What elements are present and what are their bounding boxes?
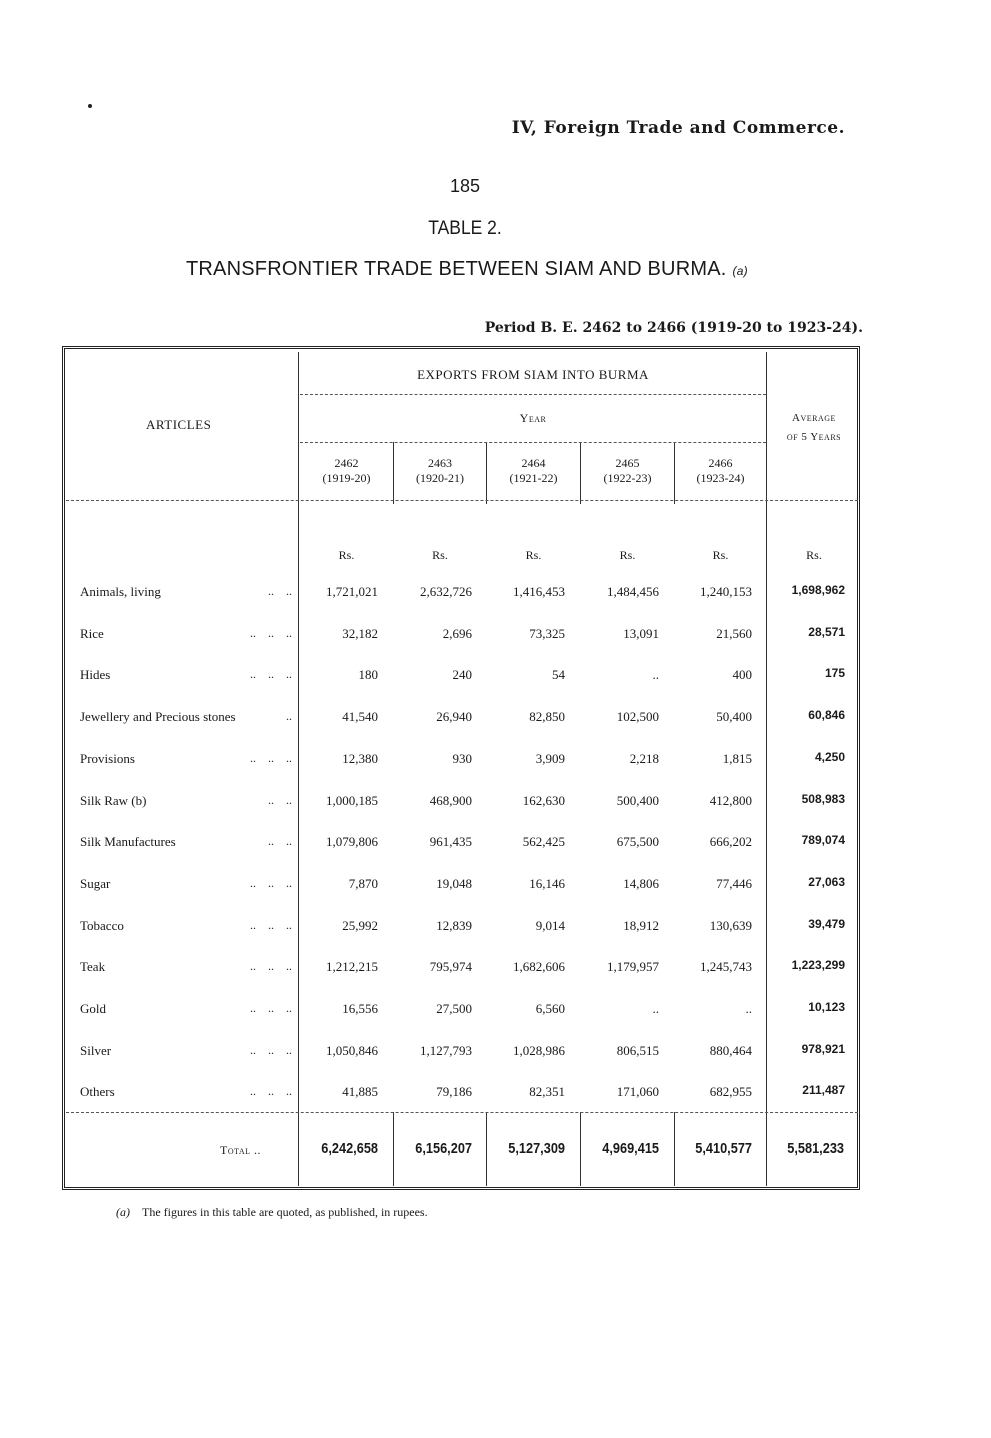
running-head: IV, Foreign Trade and Commerce. <box>511 118 845 138</box>
row-dot-leaders: .. .. <box>268 584 292 598</box>
row-value-cell: 2,218 <box>629 751 659 766</box>
row-value-cell: 41,540 <box>342 709 378 724</box>
year-header-2464 <box>487 456 580 486</box>
row-article-label: Jewellery and Precious stones <box>80 709 236 724</box>
year-ce: (1923-24) <box>696 471 745 485</box>
row-dot-leaders: .. .. .. <box>250 1084 292 1098</box>
row-value-cell: 41,885 <box>342 1084 378 1099</box>
row-value-cell: 27,500 <box>436 1001 472 1016</box>
row-value-cell: 162,630 <box>522 793 565 808</box>
row-value-cell: 675,500 <box>616 834 659 849</box>
footnote <box>116 1205 428 1220</box>
unit-label: Rs. <box>712 548 729 562</box>
footnote-mark: (a) <box>116 1205 130 1219</box>
row-value-cell: 26,940 <box>436 709 472 724</box>
year-be: 2466 <box>708 456 733 470</box>
row-value-cell: 9,014 <box>535 918 565 933</box>
row-value-cell: 930 <box>452 751 472 766</box>
row-value-cell: 171,060 <box>616 1084 659 1099</box>
row-dot-leaders: .. .. .. <box>250 667 292 681</box>
header-average <box>768 409 860 447</box>
year-header-2463 <box>394 456 486 486</box>
row-value-cell: 400 <box>732 667 752 682</box>
row-average-cell: 789,074 <box>801 833 845 847</box>
unit-label: Rs. <box>338 548 355 562</box>
row-value-cell: 6,560 <box>535 1001 565 1016</box>
row-dot-leaders: .. .. .. <box>250 626 292 640</box>
rule-under-exports <box>300 394 766 395</box>
row-average-cell: 978,921 <box>801 1042 845 1056</box>
row-article-label: Sugar <box>80 876 111 891</box>
rule-total-1 <box>393 1112 394 1186</box>
header-articles: ARTICLES <box>146 417 212 432</box>
row-article-label: Tobacco <box>80 918 124 933</box>
row-dot-leaders: .. <box>286 709 292 723</box>
row-average-cell: 1,223,299 <box>791 958 845 972</box>
total-2466: 5,410,577 <box>695 1140 752 1157</box>
row-value-cell: 7,870 <box>348 876 378 891</box>
row-value-cell: 73,325 <box>529 626 565 641</box>
row-value-cell: 77,446 <box>716 876 752 891</box>
row-dot-leaders: .. .. <box>268 793 292 807</box>
row-value-cell: 1,000,185 <box>326 793 378 808</box>
row-article-label: Gold <box>80 1001 106 1016</box>
header-average-line2: of 5 Years <box>786 431 842 443</box>
year-be: 2462 <box>334 456 359 470</box>
row-article-label: Hides <box>80 667 111 682</box>
row-value-cell: 79,186 <box>436 1084 472 1099</box>
row-article-label: Silver <box>80 1043 112 1058</box>
row-value-cell: 16,146 <box>529 876 565 891</box>
row-average-cell: 39,479 <box>808 917 845 931</box>
row-value-cell: 19,048 <box>436 876 472 891</box>
row-article-label: Provisions <box>80 751 135 766</box>
row-dot-leaders: .. .. .. <box>250 876 292 890</box>
year-header-2466 <box>675 456 766 486</box>
row-article-label: Silk Raw (b) <box>80 793 147 808</box>
row-average-cell: 60,846 <box>808 708 845 722</box>
stray-dot-mark <box>88 104 92 108</box>
header-exports: EXPORTS FROM SIAM INTO BURMA <box>417 367 649 382</box>
table-title-note-mark: (a) <box>732 264 748 278</box>
row-value-cell: 682,955 <box>709 1084 752 1099</box>
unit-label: Rs. <box>806 548 822 562</box>
period-line: Period B. E. 2462 to 2466 (1919-20 to 1923-24). <box>484 320 863 336</box>
year-header-2462 <box>300 456 393 486</box>
rule-under-year <box>300 442 766 443</box>
rule-exports-right <box>766 352 767 1186</box>
row-dot-leaders: .. .. .. <box>250 1001 292 1015</box>
row-value-cell: 1,179,957 <box>607 959 659 974</box>
row-average-cell: 4,250 <box>814 750 845 764</box>
row-value-cell: 880,464 <box>709 1043 752 1058</box>
row-value-cell: 961,435 <box>429 834 472 849</box>
total-average: 5,581,233 <box>787 1140 844 1157</box>
rule-header-bottom <box>66 500 858 501</box>
row-dot-leaders: .. .. .. <box>250 959 292 973</box>
row-average-cell: 28,571 <box>808 625 845 639</box>
row-value-cell: 1,815 <box>722 751 752 766</box>
row-value-cell: 1,245,743 <box>700 959 752 974</box>
row-value-cell: 666,202 <box>709 834 752 849</box>
row-value-cell: 468,900 <box>429 793 472 808</box>
row-value-cell: 795,974 <box>429 959 472 974</box>
year-ce: (1920-21) <box>416 471 464 485</box>
table-number: TABLE 2. <box>428 218 502 239</box>
row-value-cell: 18,912 <box>623 918 659 933</box>
year-header-2465 <box>581 456 674 486</box>
total-2463: 6,156,207 <box>415 1140 472 1157</box>
row-value-cell: 1,416,453 <box>513 584 565 599</box>
year-be: 2464 <box>521 456 546 470</box>
row-article-label: Others <box>80 1084 115 1099</box>
row-value-cell: 130,639 <box>709 918 752 933</box>
year-ce: (1919-20) <box>322 471 371 485</box>
row-value-cell: 1,028,986 <box>513 1043 565 1058</box>
row-value-cell: 412,800 <box>709 793 752 808</box>
row-value-cell: 1,212,215 <box>326 959 378 974</box>
header-average-line1: Average <box>792 412 836 424</box>
row-dot-leaders: .. .. .. <box>250 751 292 765</box>
row-value-cell: 32,182 <box>342 626 378 641</box>
row-average-cell: 1,698,962 <box>791 583 845 597</box>
page-number: 185 <box>449 176 481 196</box>
row-value-cell: 1,127,793 <box>420 1043 472 1058</box>
total-2462: 6,242,658 <box>321 1140 378 1157</box>
row-value-cell: 21,560 <box>716 626 752 641</box>
row-value-cell: 1,050,846 <box>326 1043 378 1058</box>
rule-before-total <box>66 1112 858 1113</box>
header-year: Year <box>519 411 547 425</box>
row-dot-leaders: .. .. .. <box>250 918 292 932</box>
row-average-cell: 10,123 <box>808 1000 845 1014</box>
row-article-label: Silk Manufactures <box>80 834 176 849</box>
row-average-cell: 211,487 <box>802 1083 845 1097</box>
row-value-cell: 1,682,606 <box>513 959 565 974</box>
row-dot-leaders: .. .. .. <box>250 1043 292 1057</box>
year-ce: (1921-22) <box>509 471 558 485</box>
rule-total-2 <box>486 1112 487 1186</box>
year-be: 2465 <box>615 456 640 470</box>
rule-total-3 <box>580 1112 581 1186</box>
row-value-cell: 50,400 <box>716 709 752 724</box>
row-value-cell: 25,992 <box>342 918 378 933</box>
row-value-cell: 1,240,153 <box>700 584 752 599</box>
row-value-cell: .. <box>652 1001 659 1016</box>
row-average-cell: 508,983 <box>801 792 845 806</box>
table-title <box>186 258 748 281</box>
table-title-text: TRANSFRONTIER TRADE BETWEEN SIAM AND BURMA. <box>186 258 727 280</box>
row-value-cell: 12,839 <box>436 918 472 933</box>
total-label: Total .. <box>220 1143 262 1157</box>
row-value-cell: 1,484,456 <box>607 584 659 599</box>
row-dot-leaders: .. .. <box>268 834 292 848</box>
row-value-cell: .. <box>745 1001 752 1016</box>
year-ce: (1922-23) <box>603 471 652 485</box>
row-average-cell: 27,063 <box>808 875 845 889</box>
row-article-label: Teak <box>80 959 106 974</box>
total-2464: 5,127,309 <box>508 1140 565 1157</box>
row-value-cell: 82,351 <box>529 1084 565 1099</box>
total-2465: 4,969,415 <box>602 1140 659 1157</box>
row-value-cell: 54 <box>552 667 565 682</box>
row-value-cell: 2,632,726 <box>420 584 472 599</box>
row-value-cell: 180 <box>358 667 378 682</box>
row-value-cell: 82,850 <box>529 709 565 724</box>
year-be: 2463 <box>428 456 452 470</box>
row-value-cell: 12,380 <box>342 751 378 766</box>
row-article-label: Rice <box>80 626 104 641</box>
row-value-cell: 240 <box>452 667 472 682</box>
footnote-text: The figures in this table are quoted, as published, in rupees. <box>142 1205 428 1219</box>
row-value-cell: 14,806 <box>623 876 659 891</box>
row-value-cell: 1,079,806 <box>326 834 378 849</box>
row-article-label: Animals, living <box>80 584 161 599</box>
row-value-cell: 102,500 <box>616 709 659 724</box>
row-average-cell: 175 <box>824 666 845 680</box>
row-value-cell: 562,425 <box>522 834 565 849</box>
row-value-cell: 13,091 <box>623 626 659 641</box>
row-value-cell: 3,909 <box>535 751 565 766</box>
row-value-cell: 16,556 <box>342 1001 378 1016</box>
rule-total-4 <box>674 1112 675 1186</box>
unit-label: Rs. <box>525 548 542 562</box>
row-value-cell: .. <box>652 667 659 682</box>
row-value-cell: 2,696 <box>442 626 472 641</box>
row-value-cell: 806,515 <box>616 1043 659 1058</box>
row-value-cell: 500,400 <box>616 793 659 808</box>
unit-label: Rs. <box>619 548 636 562</box>
row-value-cell: 1,721,021 <box>326 584 378 599</box>
rule-articles-right <box>298 352 299 1186</box>
unit-label: Rs. <box>432 548 448 562</box>
